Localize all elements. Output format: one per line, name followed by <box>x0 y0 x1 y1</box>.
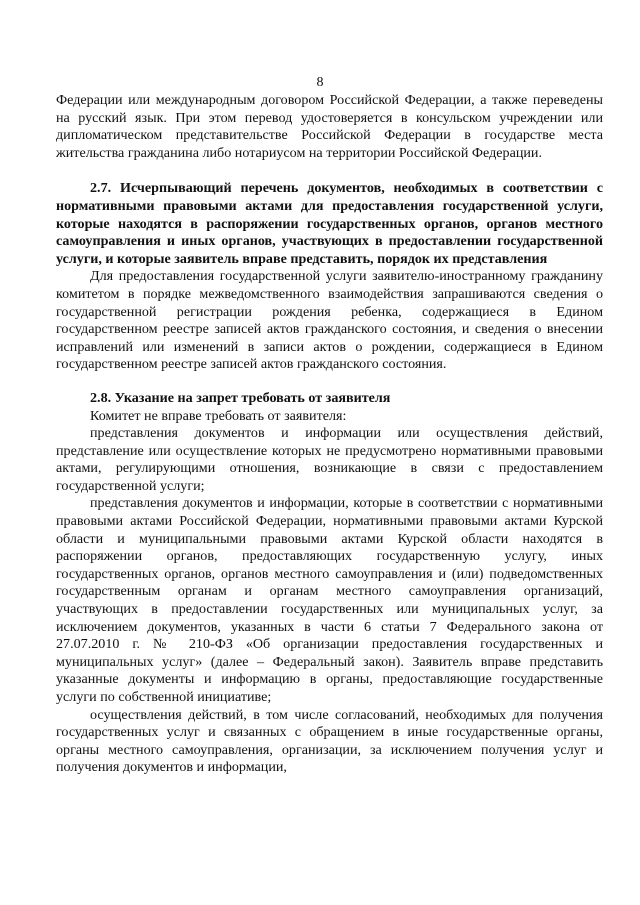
document-body <box>56 92 603 777</box>
section-2-8-intro: Комитет не вправе требовать от заявителя: <box>90 407 347 424</box>
spacer <box>56 162 603 180</box>
spacer <box>56 374 603 390</box>
section-2-8-item: осуществления действий, в том числе согласований, необходимых для получения государственных услуг и связанных с обращением в иные государственные органы, органы местного самоуправления, организации, за исключением получения услуг и получения документов и информации, <box>56 706 603 776</box>
section-2-8-item: представления документов и информации, которые в соответствии с нормативными правовыми актами Российской Федерации, нормативными правовыми актами Курской области и муниципальными правовыми актами Курской области находятся в распоряжении органов, предоставляющих государственную услугу, иных государственных органов, органов местного самоуправления и (или) подведомственных государственным органам и органам местного самоуправления организаций, участвующих в предоставлении государственных или муниципальных услуг, за исключением документов, указанных в части 6 статьи 7 Федерального закона от 27.07.2010 г. № 210-ФЗ «Об организации предоставления государственных и муниципальных услуг» (далее – Федеральный закон). Заявитель вправе представить указанные документы и информацию в органы, предоставляющие государственные услуги по собственной инициативе; <box>56 495 603 705</box>
section-2-7-heading: 2.7. Исчерпывающий перечень документов, необходимых в соответствии с нормативными правовыми актами для предоставления государственной услуги, которые находятся в распоряжении государственных органов, органов местного самоуправления и иных органов, участвующих в предоставлении государственной услуги, и которые заявитель вправе представить, порядок их представления <box>56 180 603 267</box>
page-number: 8 <box>316 75 324 90</box>
section-2-7-paragraph: Для предоставления государственной услуги заявителю-иностранному гражданину комитетом в порядке межведомственного взаимодействия запрашиваются сведения о государственной регистрации рождения ребенка, содержащиеся в Едином государственном реестре записей актов гражданского состояния, и сведения о внесении исправлений или изменений в записи актов о рождении, содержащиеся в Едином государственном реестре записей актов гражданского состояния. <box>56 268 603 373</box>
section-2-8-heading: 2.8. Указание на запрет требовать от заявителя <box>90 389 391 406</box>
section-2-8-item: представления документов и информации или осуществления действий, представление или осуществление которых не предусмотрено нормативными правовыми актами, регулирующими отношения, возникающие в связи с предоставлением государственной услуги; <box>56 425 603 494</box>
continuation-paragraph: Федерации или международным договором Российской Федерации, а также переведены на русский язык. При этом перевод удостоверяется в консульском учреждении или дипломатическом представительстве Российской Федерации в государстве места жительства гражданина либо нотариусом на территории Российской Федерации. <box>56 92 603 161</box>
